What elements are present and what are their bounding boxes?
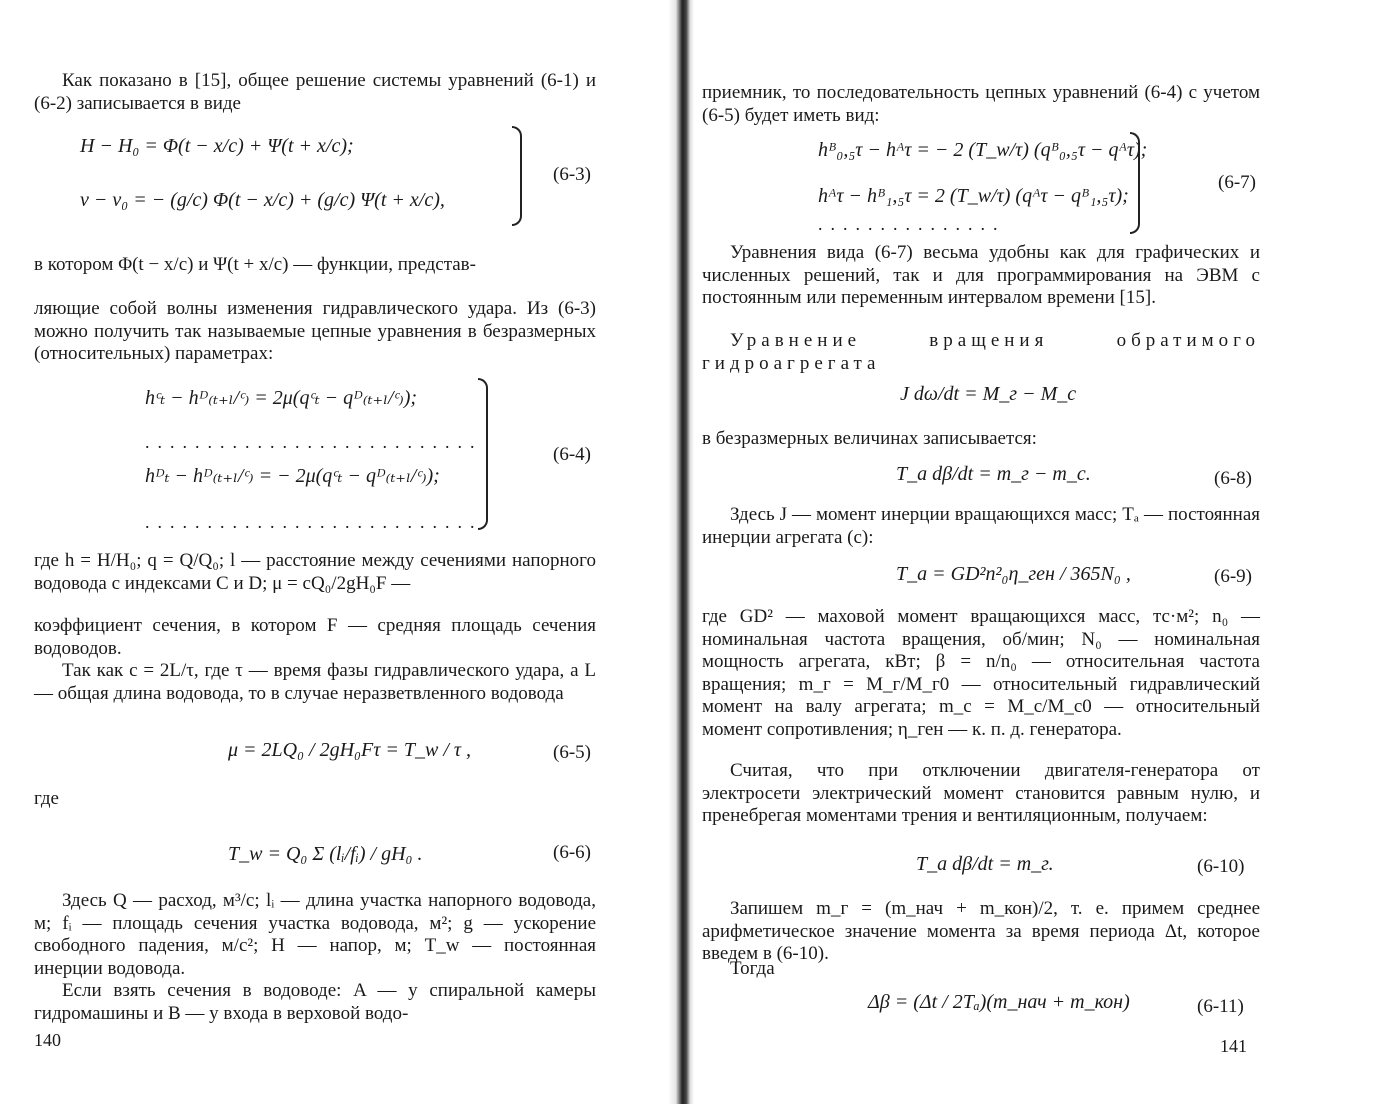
equation-rotation: J dω/dt = M_г − M_с [900,383,1077,405]
paragraph: приемник, то последовательность цепных уравнений (6-4) с учетом (6-5) будет иметь вид: [702,82,1260,126]
paragraph: Уравнения вида (6-7) весьма удобны как для графических и численных решений, так и для программирования на ЭВМ с постоянным или переменным интервалом времени [15]. [702,242,1260,309]
equation-dots: ........................... [145,512,483,532]
equation-6-8: T_a dβ/dt = m_г − m_с. [896,463,1091,485]
equation-number: (6-9) [1214,566,1252,587]
paragraph: где [34,788,59,809]
equation-dots: ............... [818,214,1006,234]
equation-dots: ........................... [145,432,483,452]
equation-6-10: T_a dβ/dt = m_г. [916,853,1054,875]
equation-6-5: μ = 2LQ₀ / 2gH₀Fτ = T_w / τ , [228,739,472,761]
equation-6-4-line-2: hᴰₜ − hᴰ₍ₜ₊ₗ/ᶜ₎ = − 2μ(qᶜₜ − qᴰ₍ₜ₊ₗ/ᶜ₎); [145,465,440,487]
equation-6-11: Δβ = (Δt / 2Tₐ)(m_нач + m_кон) [868,991,1130,1013]
paragraph: коэффициент сечения, в котором F — средняя площадь сечения водоводов. [34,615,596,659]
left-page [0,0,670,1104]
equation-number: (6-10) [1197,856,1245,877]
paragraph: Здесь Q — расход, м³/с; lᵢ — длина участка напорного водовода, м; fᵢ — площадь сечения участка водовода, м²; g — ускорение свободного падения, м/с²; H — напор, м; T_w — постоянная инерции водовода. [34,890,596,979]
equation-brace [478,378,488,530]
paragraph: Как показано в [15], общее решение системы уравнений (6-1) и (6-2) записывается в виде [34,70,596,114]
paragraph: Здесь J — момент инерции вращающихся масс; Tₐ — постоянная инерции агрегата (с): [702,504,1260,548]
equation-number: (6-5) [553,742,591,763]
page-number: 140 [34,1030,61,1050]
page-number: 141 [1220,1036,1247,1056]
equation-number: (6-11) [1197,996,1244,1017]
equation-6-7-line-2: hᴬτ − hᴮ₁,₅τ = 2 (T_w/τ) (qᴬτ − qᴮ₁,₅τ); [818,185,1129,207]
paragraph: где GD² — маховой момент вращающихся масс, тс·м²; n₀ — номинальная частота вращения, об/мин; N₀ — номинальная мощность агрегата, кВт; β = n/n₀ — относительная частота вращения; m_г = M_г/M_г0 — относительный гидравлический момент на валу агрегата; m_с = M_с/M_с0 — относительный момент сопротивления; η_ген — к. п. д. генератора. [702,606,1260,740]
equation-number: (6-8) [1214,468,1252,489]
equation-6-6: T_w = Q₀ Σ (lᵢ/fᵢ) / gH₀ . [228,843,423,865]
equation-brace [1130,132,1140,234]
equation-number: (6-4) [553,444,591,465]
equation-brace [512,126,522,226]
paragraph: в котором Φ(t − x/c) и Ψ(t + x/c) — функции, представ- [34,254,476,275]
paragraph: Запишем m_г = (m_нач + m_кон)/2, т. е. примем среднее арифметическое значение момента за время периода Δt, которое введем в (6-10). [702,898,1260,965]
equation-6-3-line-1: H − H₀ = Φ(t − x/c) + Ψ(t + x/c); [80,135,354,157]
equation-number: (6-6) [553,842,591,863]
equation-6-4-line-1: hᶜₜ − hᴰ₍ₜ₊ₗ/ᶜ₎ = 2μ(qᶜₜ − qᴰ₍ₜ₊ₗ/ᶜ₎); [145,387,418,409]
section-heading: Уравнение вращения обратимого гидроагрегата [702,330,1260,374]
paragraph: ляющие собой волны изменения гидравлического удара. Из (6-3) можно получить так называемые цепные уравнения в безразмерных (относительных) параметрах: [34,298,596,365]
equation-6-9: T_a = GD²n²₀η_ген / 365N₀ , [896,563,1131,585]
right-page [690,0,1373,1104]
paragraph: где h = H/H₀; q = Q/Q₀; l — расстояние между сечениями напорного водовода с индексами C и D; μ = cQ₀/2gH₀F — [34,550,596,594]
paragraph: Тогда [730,958,775,979]
paragraph: Если взять сечения в водоводе: A — у спиральной камеры гидромашины и B — у входа в верховой водо- [34,980,596,1024]
paragraph: Так как c = 2L/τ, где τ — время фазы гидравлического удара, а L — общая длина водовода, то в случае неразветвленного водовода [34,660,596,704]
paragraph: в безразмерных величинах записывается: [702,428,1037,449]
equation-6-3-line-2: v − v₀ = − (g/c) Φ(t − x/c) + (g/c) Ψ(t + x/c), [80,189,445,211]
paragraph: Считая, что при отключении двигателя-генератора от электросети электрический момент становится равным нулю, и пренебрегая моментами трения и вентиляционным, получаем: [702,760,1260,827]
equation-number: (6-3) [553,164,591,185]
equation-6-7-line-1: hᴮ₀,₅τ − hᴬτ = − 2 (T_w/τ) (qᴮ₀,₅τ − qᴬτ); [818,139,1148,161]
equation-number: (6-7) [1218,172,1256,193]
